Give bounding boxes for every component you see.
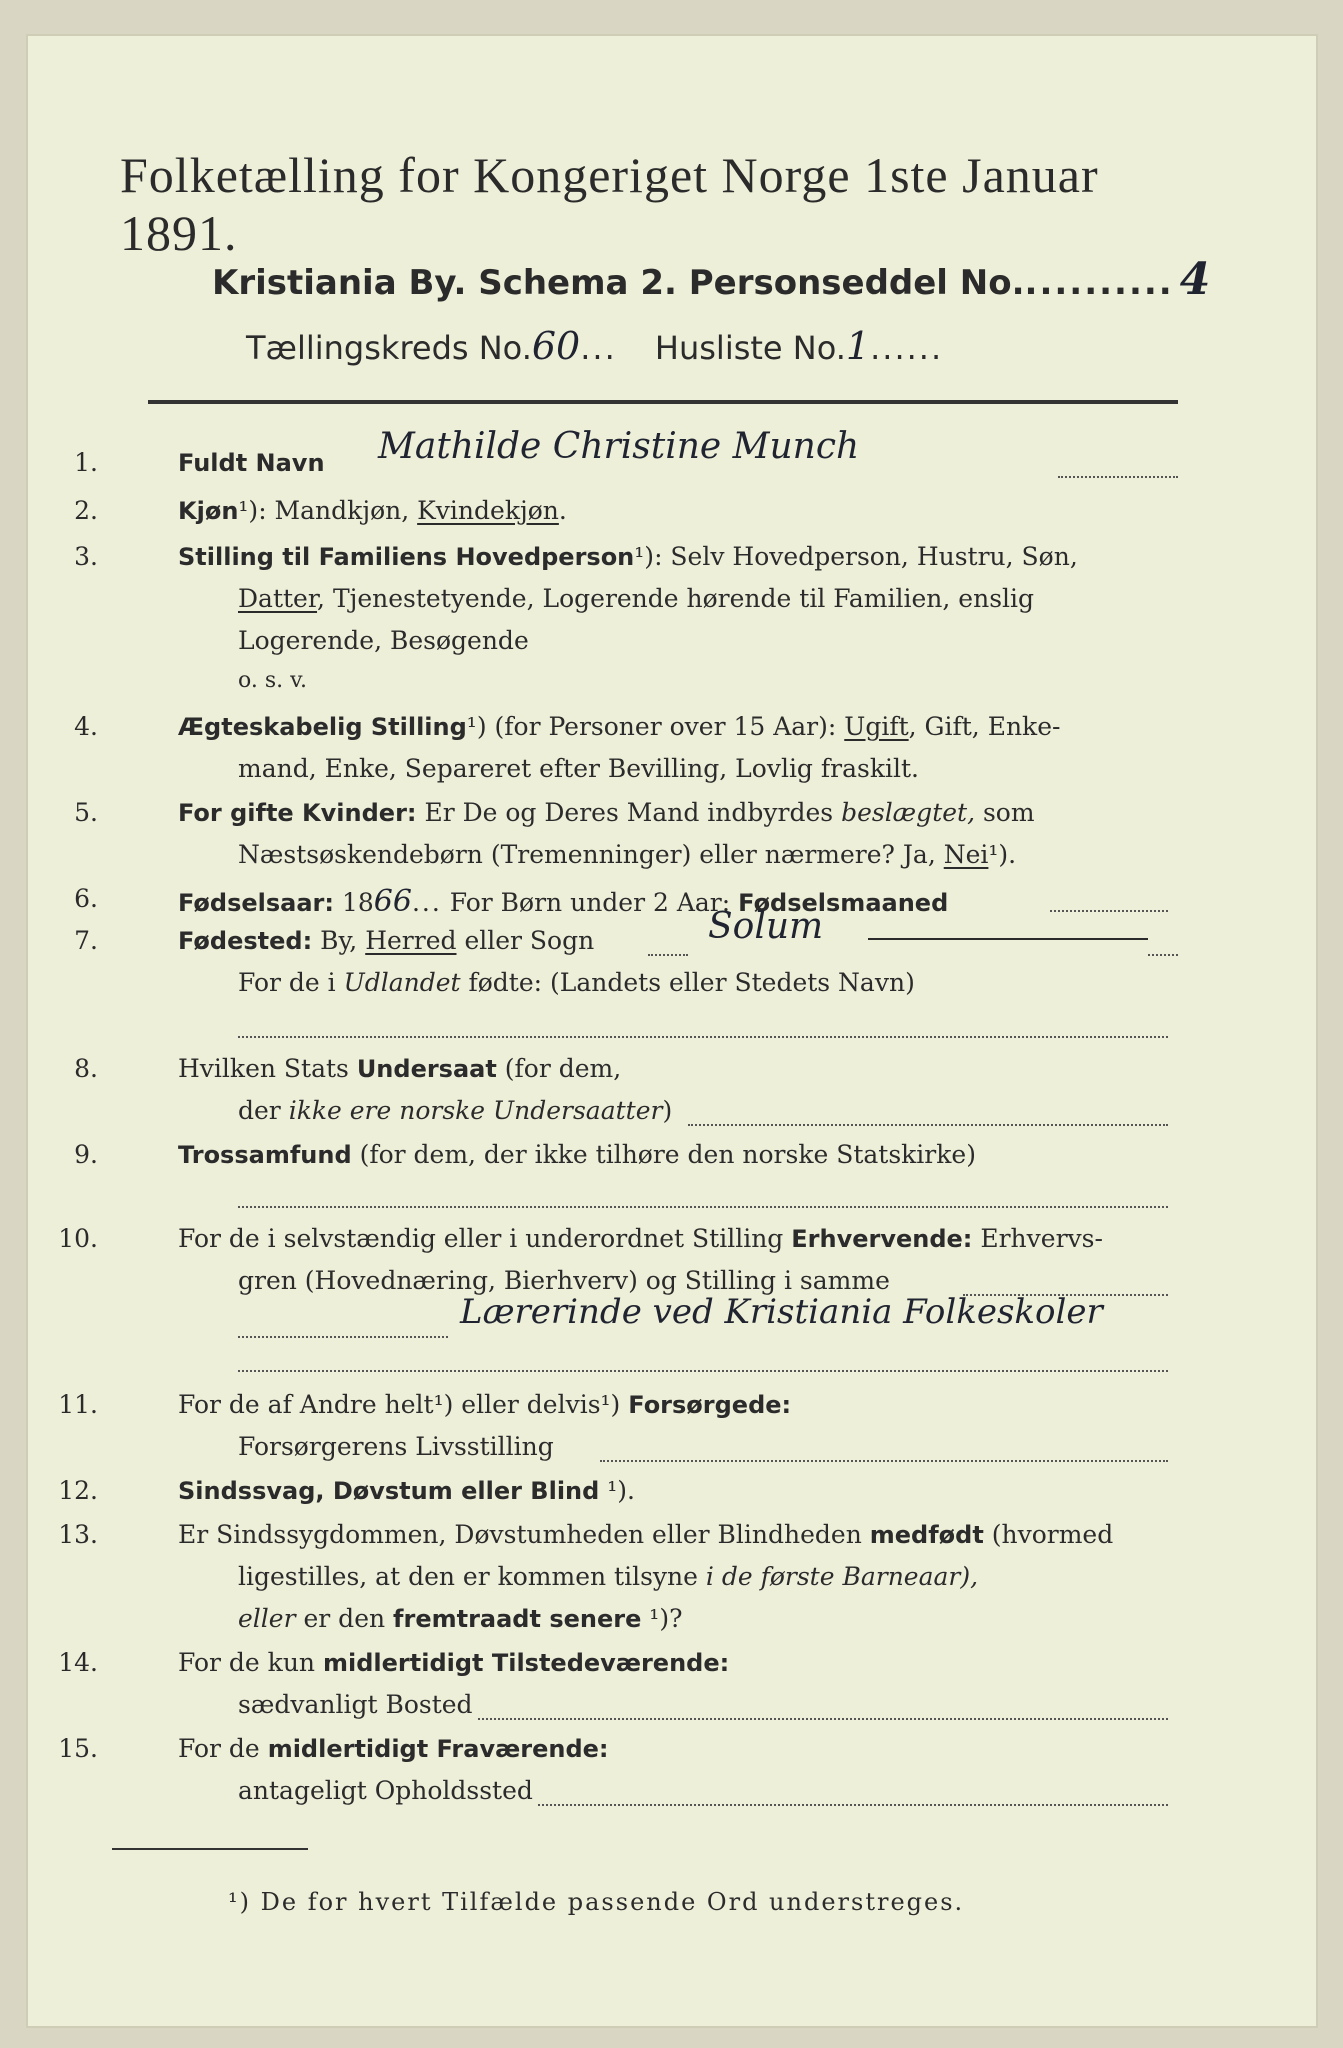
birthplace-value: Solum [708, 906, 824, 947]
full-name-value: Mathilde Christine Munch [378, 426, 860, 467]
item-text: eller delvis [453, 1390, 601, 1419]
footnote-mark: ¹) [600, 1390, 621, 1419]
item-label: Erhvervende: [791, 1225, 973, 1253]
item-label: For gifte Kvinder: [178, 799, 417, 827]
item-number: 9. [74, 1140, 98, 1169]
item-text: som [975, 798, 1035, 827]
item-text: By, [312, 926, 366, 955]
item-text: beslægtet, [841, 798, 976, 827]
personseddel-number: 4 [1179, 254, 1211, 305]
item-text: Forsørgerens Livsstilling [238, 1432, 554, 1461]
husliste-number: 1 [845, 324, 871, 368]
item-text: ligestilles, at den er kommen tilsyne [238, 1562, 706, 1591]
item-label: Fødselsaar: [178, 889, 334, 917]
selected-option: Kvindekjøn [417, 496, 559, 525]
item-label: Stilling til Familiens Hovedperson [178, 543, 635, 571]
item-text: For de i selvstændig eller i underordnet Stilling [178, 1224, 792, 1253]
item-label: Fuldt Navn [178, 449, 325, 477]
schema-line: Kristiania By. Schema 2. Personseddel No........... 4 [212, 254, 1211, 305]
item-text: gren (Hovednæring, Bierhverv) og Stilling i samme [238, 1266, 890, 1295]
item-text: ikke ere norske Undersaatter [288, 1096, 663, 1125]
item-text: ¹)? [641, 1604, 683, 1633]
item-text: ¹). [988, 840, 1017, 869]
item-number: 14. [58, 1648, 98, 1677]
item-label: Sindssvag, Døvstum eller Blind [178, 1477, 600, 1505]
item-text: Erhvervs- [972, 1224, 1103, 1253]
item-text: Er Sindssygdommen, Døvstumheden eller Blindheden [178, 1520, 870, 1549]
item-text: 18 [334, 888, 374, 917]
item-text: . [558, 496, 567, 525]
item-text: (hvormed [983, 1520, 1114, 1549]
dotted-line [238, 1370, 1168, 1372]
item-text: Er De og Deres Mand indbyrdes [416, 798, 842, 827]
footnote-mark: ¹) [433, 1390, 454, 1419]
item-number: 8. [74, 1054, 98, 1083]
item-text: ¹). [599, 1476, 635, 1505]
item-number: 2. [74, 496, 98, 525]
item-number: 11. [58, 1390, 98, 1419]
item-text: o. s. v. [238, 668, 307, 693]
item-text: Hvilken Stats [178, 1054, 357, 1083]
item-text: , Tjenestetyende, Logerende hørende til Familien, enslig [317, 584, 1035, 613]
item-text: fødte: (Landets eller Stedets Navn) [460, 968, 915, 997]
item-number: 15. [58, 1734, 98, 1763]
kreds-label: Tællingskreds No. [246, 329, 532, 367]
husliste-label: Husliste No. [654, 329, 846, 367]
footnote-text: ¹) De for hvert Tilfælde passende Ord understreges. [228, 1888, 965, 1916]
item-label: fremtraadt senere [393, 1605, 642, 1633]
form-title: Folketælling for Kongeriget Norge 1ste Januar 1891. [120, 147, 1099, 261]
item-label: Trossamfund [178, 1141, 352, 1169]
item-label: midlertidigt Tilstedeværende: [322, 1649, 730, 1677]
schema-line-prefix: Kristiania By. Schema 2. Personseddel No. [212, 263, 1025, 303]
item-text: Udlandet [343, 968, 461, 997]
item-number: 12. [58, 1476, 98, 1505]
footnote-mark: ¹) [466, 712, 487, 741]
item-text: For de [178, 1734, 268, 1763]
dotted-line [238, 1036, 1168, 1038]
item-text: mand, Enke, Separeret efter Bevilling, Lovlig fraskilt. [238, 754, 919, 783]
selected-option: Ugift [844, 712, 909, 741]
item-text: (for dem, der ikke tilhøre den norske Statskirke) [351, 1140, 976, 1169]
flourish-line [868, 938, 1148, 940]
footnote-divider [112, 1848, 308, 1850]
item-text: For de af Andre helt [178, 1390, 434, 1419]
item-text: eller [238, 1604, 296, 1633]
item-label: medfødt [869, 1521, 984, 1549]
item-text: sædvanligt Bosted [238, 1690, 473, 1719]
item-text: : Mandkjøn, [258, 496, 418, 525]
kreds-number: 60 [531, 324, 581, 368]
footnote-mark: ¹) [238, 496, 259, 525]
item-text: For de i [238, 968, 344, 997]
item-number: 4. [74, 712, 98, 741]
item-text: For de kun [178, 1648, 323, 1677]
item-label: Kjøn [178, 497, 239, 525]
item-label: Fødselsmaaned [738, 889, 949, 917]
dotted-line [238, 1206, 1168, 1208]
item-text: (for Personer over 15 Aar): [486, 712, 845, 741]
selected-option: Nei [943, 840, 989, 869]
item-text: der [238, 1096, 289, 1125]
item-text: eller Sogn [456, 926, 595, 955]
item-text: er den [295, 1604, 394, 1633]
item-text: Logerende, Besøgende [238, 626, 529, 655]
item-text: Næstsøskendebørn (Tremenninger) eller nærmere? Ja, [238, 840, 944, 869]
item-text: : Selv Hovedperson, Hustru, Søn, [654, 542, 1078, 571]
item-text: , Gift, Enke- [908, 712, 1061, 741]
item-text: antageligt Opholdssted [238, 1776, 533, 1805]
item-number: 3. [74, 542, 98, 571]
item-number: 7. [74, 926, 98, 955]
item-label: Ægteskabelig Stilling [178, 713, 467, 741]
item-text: ) [662, 1096, 673, 1125]
selected-option: Herred [365, 926, 457, 955]
item-number: 6. [74, 884, 98, 913]
item-label: Undersaat [356, 1055, 497, 1083]
kreds-line: Tællingskreds No.60... Husliste No.1...... [246, 324, 944, 368]
item-label: Forsørgede: [628, 1391, 792, 1419]
item-number: 5. [74, 798, 98, 827]
occupation-value: Lærerinde ved Kristiania Folkeskoler [460, 1292, 1103, 1332]
selected-option: Datter [238, 584, 318, 613]
item-text: For Børn under 2 Aar: [449, 888, 739, 917]
item-number: 10. [58, 1224, 98, 1253]
birth-year-value: 66 [373, 884, 412, 919]
item-text: (for dem, [496, 1054, 622, 1083]
item-text: i de første Barneaar), [705, 1562, 979, 1591]
census-form-sheet: Folketælling for Kongeriget Norge 1ste Januar 1891. Kristiania By. Schema 2. Personseddel No........... 4 Tællingskreds No.60... Husliste No.1...... 1. Fuldt Navn Mathilde Christine Munch 2. Kjøn¹): Mandkjøn, Kvindekjøn. 3. Stilling til Familiens Hovedperson¹): Selv Hovedperson, Hustru, Søn, Datter, Tjenestetyende, Logerende hørende til Familien, enslig Logerende, Besøgende o. s. v. 4. Ægteskabelig Stilling¹) (for Personer over 15 Aar): Ugift, Gift, Enke- mand, Enke, Separeret efter Bevilling, Lovlig fraskilt. 5. For gifte Kvinder: Er De og Deres Mand indbyrdes beslægtet, som Næstsøskendebørn (Tremenninger) eller nærmere? Ja, Nei¹). 6. Fødselsaar: 1866... For Børn under 2 Aar: Fødselsmaaned 7. Fødested: By, Herred eller Sogn Solum For de i Udlandet fødte: (Landets eller Stedets Navn) 8. Hvilken Stats Undersaat (for dem, der ikke ere norske Undersaatter) 9. Trossamfund (for dem, der ikke tilhøre den norske Statskirke) 10. For de i selvstændig eller i underordnet Stilling Erhvervende: Erhvervs- gren (Hovednæring, Bierhverv) og Stilling i samme Lærerinde ved Kristiania Folkeskoler 11. For de af Andre helt¹) eller delvis¹) Forsørgede: Forsørgerens Livsstilling 12. Sindssvag, Døvstum eller Blind ¹). 13. Er Sindssygdommen, Døvstumheden eller Blindheden medfødt (hvormed ligestilles, at den er kommen tilsyne i de første Barneaar), eller er den fremtraadt senere ¹)? 14. For de kun midlertidigt Tilstedeværende: sædvanligt Bosted 15. For de midlertidigt Fraværende: antageligt Opholdssted ¹) De for hvert Tilfælde passende Ord understreges. [28, 36, 1316, 2026]
item-label: Fødested: [178, 927, 313, 955]
item-number: 13. [58, 1520, 98, 1549]
footnote-mark: ¹) [634, 542, 655, 571]
item-number: 1. [74, 448, 98, 477]
header-divider [148, 400, 1178, 404]
item-label: midlertidigt Fraværende: [267, 1735, 609, 1763]
